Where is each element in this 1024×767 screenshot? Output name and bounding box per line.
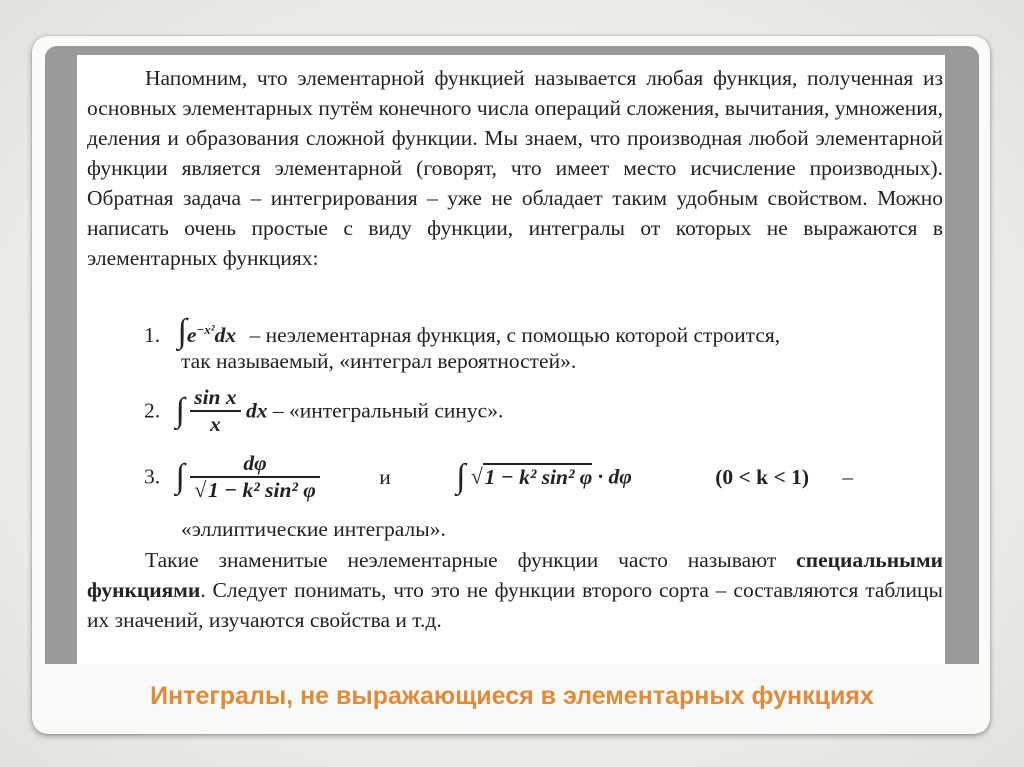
item-1-text: – неэлементарная функция, с помощью которой строится, xyxy=(249,323,781,347)
special-functions-term: специальными функциями xyxy=(87,548,943,602)
slide-caption: Интегралы, не выражающиеся в элементарных функциях xyxy=(150,682,874,710)
item-3-number: 3. xyxy=(144,464,161,489)
item-1-formula: $\int e^{-x^2}dx$ xyxy=(177,313,242,350)
closing-paragraph: Такие знаменитые неэлементарные функции часто называют специальными функциями. Следует понимать, что это не функции второго сорта – составляются таблицы их значений, изучаются свойства и т.д. xyxy=(87,548,943,632)
item-3-condition: (0 < k < 1) xyxy=(715,464,809,489)
item-3-text: «эллиптические интегралы». xyxy=(181,517,446,541)
item-1 xyxy=(144,313,780,351)
item-2-number: 2. xyxy=(144,398,161,423)
document-image xyxy=(77,55,945,664)
item-2: 2. ∫ $\frac{\text{sin x}}{x}$ dx – «интегральный синус». xyxy=(144,385,504,436)
item-1-number: 1. xyxy=(144,323,161,347)
item-2-text: – «интегральный синус». xyxy=(272,398,504,423)
item-3-conjunction: и xyxy=(379,464,391,489)
intro-paragraph: Напомним, что элементарной функцией называется любая функция, полученная из основных элементарных путём конечного числа операций сложения, вычитания, умножения, деления и образования сложной функции. Мы знаем, что производная любой элементарной функции является элементарной (говорят, что имеет место исчисление производных). Обратная задача – интегрирования – уже не обладает таким удобным свойством. Можно написать очень простые с виду функции, интегралы от которых не выражаются в элементарных функциях: xyxy=(87,66,943,270)
item-2-formula: $\frac{\text{sin x}}{x}$ xyxy=(190,385,240,437)
item-3: 3. ∫ $\frac{d\varphi}{\text{√1 − k² sin² φ}}$ и ∫ √1 − k² sin² φ · dφ (0 < k < 1) – xyxy=(144,451,854,502)
item-3-formula-1: $\frac{d\varphi}{\text{√1 − k² sin² φ}}$ xyxy=(190,451,320,503)
item-3-formula-2: √1 − k² sin² φ · dφ xyxy=(470,464,632,489)
item-3-dash: – xyxy=(842,464,854,489)
item-1-text-cont: так называемый, «интеграл вероятностей». xyxy=(181,349,577,373)
